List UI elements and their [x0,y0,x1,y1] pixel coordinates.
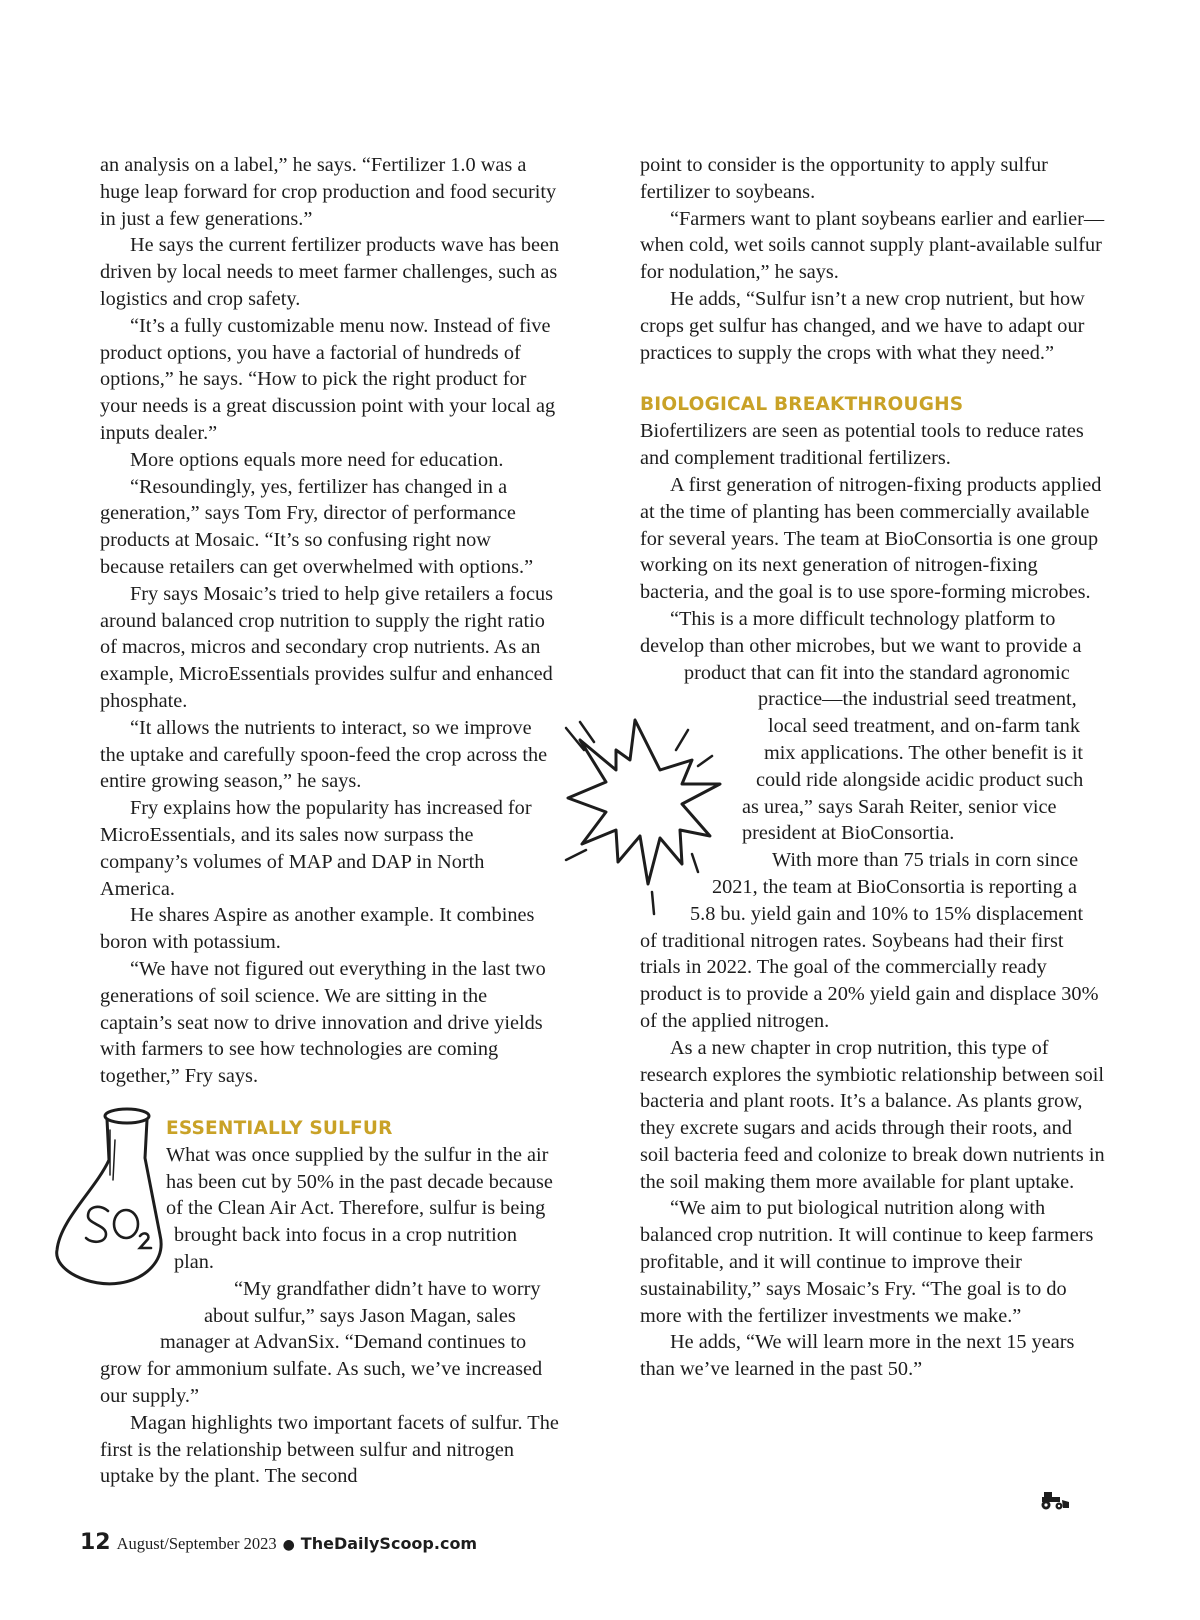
flask-so2-illustration [50,1100,170,1300]
paragraph: point to consider is the opportunity to apply sulfur fertilizer to soybeans. [640,154,1048,203]
paragraph: “It allows the nutrients to interact, so we improve the uptake and carefully spoon-feed the crop across the entire growing season,” he says. [100,716,548,793]
paragraph: Fry explains how the popularity has increased for MicroEssentials, and its sales now surpass the company’s volumes of MAP and DAP in North America. [100,797,532,900]
paragraph: “We aim to put biological nutrition along with balanced crop nutrition. It will continue to keep farmers profitable, and it will continue to improve their sustainability,” says Mosaic’s Fry. “The goal is to do more with the fertilizer investments we make.” [640,1197,1094,1327]
paragraph: “This is a more difficult technology platform to develop than other microbes, but we want to provide a product that can fit into the standard agronomic practice—the industrial seed treatment, local seed treatment, and on-farm tank mix applications. The other benefit is it could ride alongside acidic product such as urea,” says Sarah Reiter, senior vice president at BioConsortia. [640,607,1084,845]
section-heading-biological-breakthroughs: BIOLOGICAL BREAKTHROUGHS [640,394,964,416]
site-link[interactable]: TheDailyScoop.com [300,1534,478,1553]
paragraph: “My grandfather didn’t have to worry about sulfur,” says Jason Magan, sales manager at AdvanSix. “Demand continues to grow for ammonium sulfate. As such, we’ve increased our supply.” [100,1277,543,1408]
paragraph: More options equals more need for education. [130,448,504,471]
issue-date: August/September 2023 [116,1534,277,1553]
footer-separator: ● [282,1537,295,1553]
burst-illustration [560,712,730,922]
page-footer [80,1530,477,1555]
paragraph: What was once supplied by the sulfur in the air has been cut by 50% in the past decade because of the Clean Air Act. Therefore, sulfur is being brought back into focus in a crop nutrition plan. [166,1143,553,1274]
paragraph: With more than 75 trials in corn since 2021, the team at BioConsortia is reporting a 5.8 bu. yield gain and 10% to 15% displacement of traditional nitrogen rates. Soybeans had their first trials in 2022. The goal of the commercially ready product is to provide a 20% yield gain and displace 30% of the applied nitrogen. [640,849,1099,1032]
section-heading-essentially-sulfur: ESSENTIALLY SULFUR [166,1117,393,1139]
paragraph: A first generation of nitrogen-fixing products applied at the time of planting has been commercially available for several years. The team at BioConsortia is one group working on its next generation of nitrogen-fixing bacteria, and the goal is to use spore-forming microbes. [640,473,1102,604]
paragraph: “It’s a fully customizable menu now. Instead of five product options, you have a factorial of hundreds of options,” he says. “How to pick the right product for your needs is a great discussion point with your local ag inputs dealer.” [100,314,556,444]
paragraph: Magan highlights two important facets of sulfur. The first is the relationship between sulfur and nitrogen uptake by the plant. The second [100,1411,559,1488]
paragraph: Fry says Mosaic’s tried to help give retailers a focus around balanced crop nutrition to supply the right ratio of macros, micros and secondary crop nutrients. As an example, MicroEssentials provides sulfur and enhanced phosphate. [100,582,553,712]
page-number: 12 [80,1530,111,1555]
paragraph: “Resoundingly, yes, fertilizer has changed in a generation,” says Tom Fry, director of performance products at Mosaic. “It’s so confusing right now because retailers can get overwhelmed with options.” [100,475,534,578]
paragraph: Biofertilizers are seen as potential tools to reduce rates and complement traditional fertilizers. [640,420,1084,470]
paragraph: He says the current fertilizer products wave has been driven by local needs to meet farmer challenges, such as logistics and crop safety. [100,234,560,310]
paragraph: “We have not figured out everything in the last two generations of soil science. We are sitting in the captain’s seat now to drive innovation and drive yields with farmers to see how technologies are coming together,” Fry says. [100,957,546,1088]
paragraph: As a new chapter in crop nutrition, this type of research explores the symbiotic relationship between soil bacteria and plant roots. It’s a balance. As plants grow, they excrete sugars and acids through their roots, and soil bacteria feed and colonize to break down nutrients in the soil making them more available for plant uptake. [640,1036,1105,1193]
paragraph: He shares Aspire as another example. It combines boron with potassium. [100,904,535,954]
tractor-icon [1038,1490,1070,1510]
paragraph: “Farmers want to plant soybeans earlier and earlier—when cold, wet soils cannot supply plant-available sulfur for nodulation,” he says. [640,207,1105,284]
flask-label: SO2 [84,1260,87,1261]
paragraph: an analysis on a label,” he says. “Fertilizer 1.0 was a huge leap forward for crop production and food security in just a few generations.” [100,154,557,230]
paragraph: He adds, “We will learn more in the next 15 years than we’ve learned in the past 50.” [640,1331,1075,1381]
paragraph: He adds, “Sulfur isn’t a new crop nutrient, but how crops get sulfur has changed, and we have to adapt our practices to supply the crops with what they need.” [640,287,1085,364]
